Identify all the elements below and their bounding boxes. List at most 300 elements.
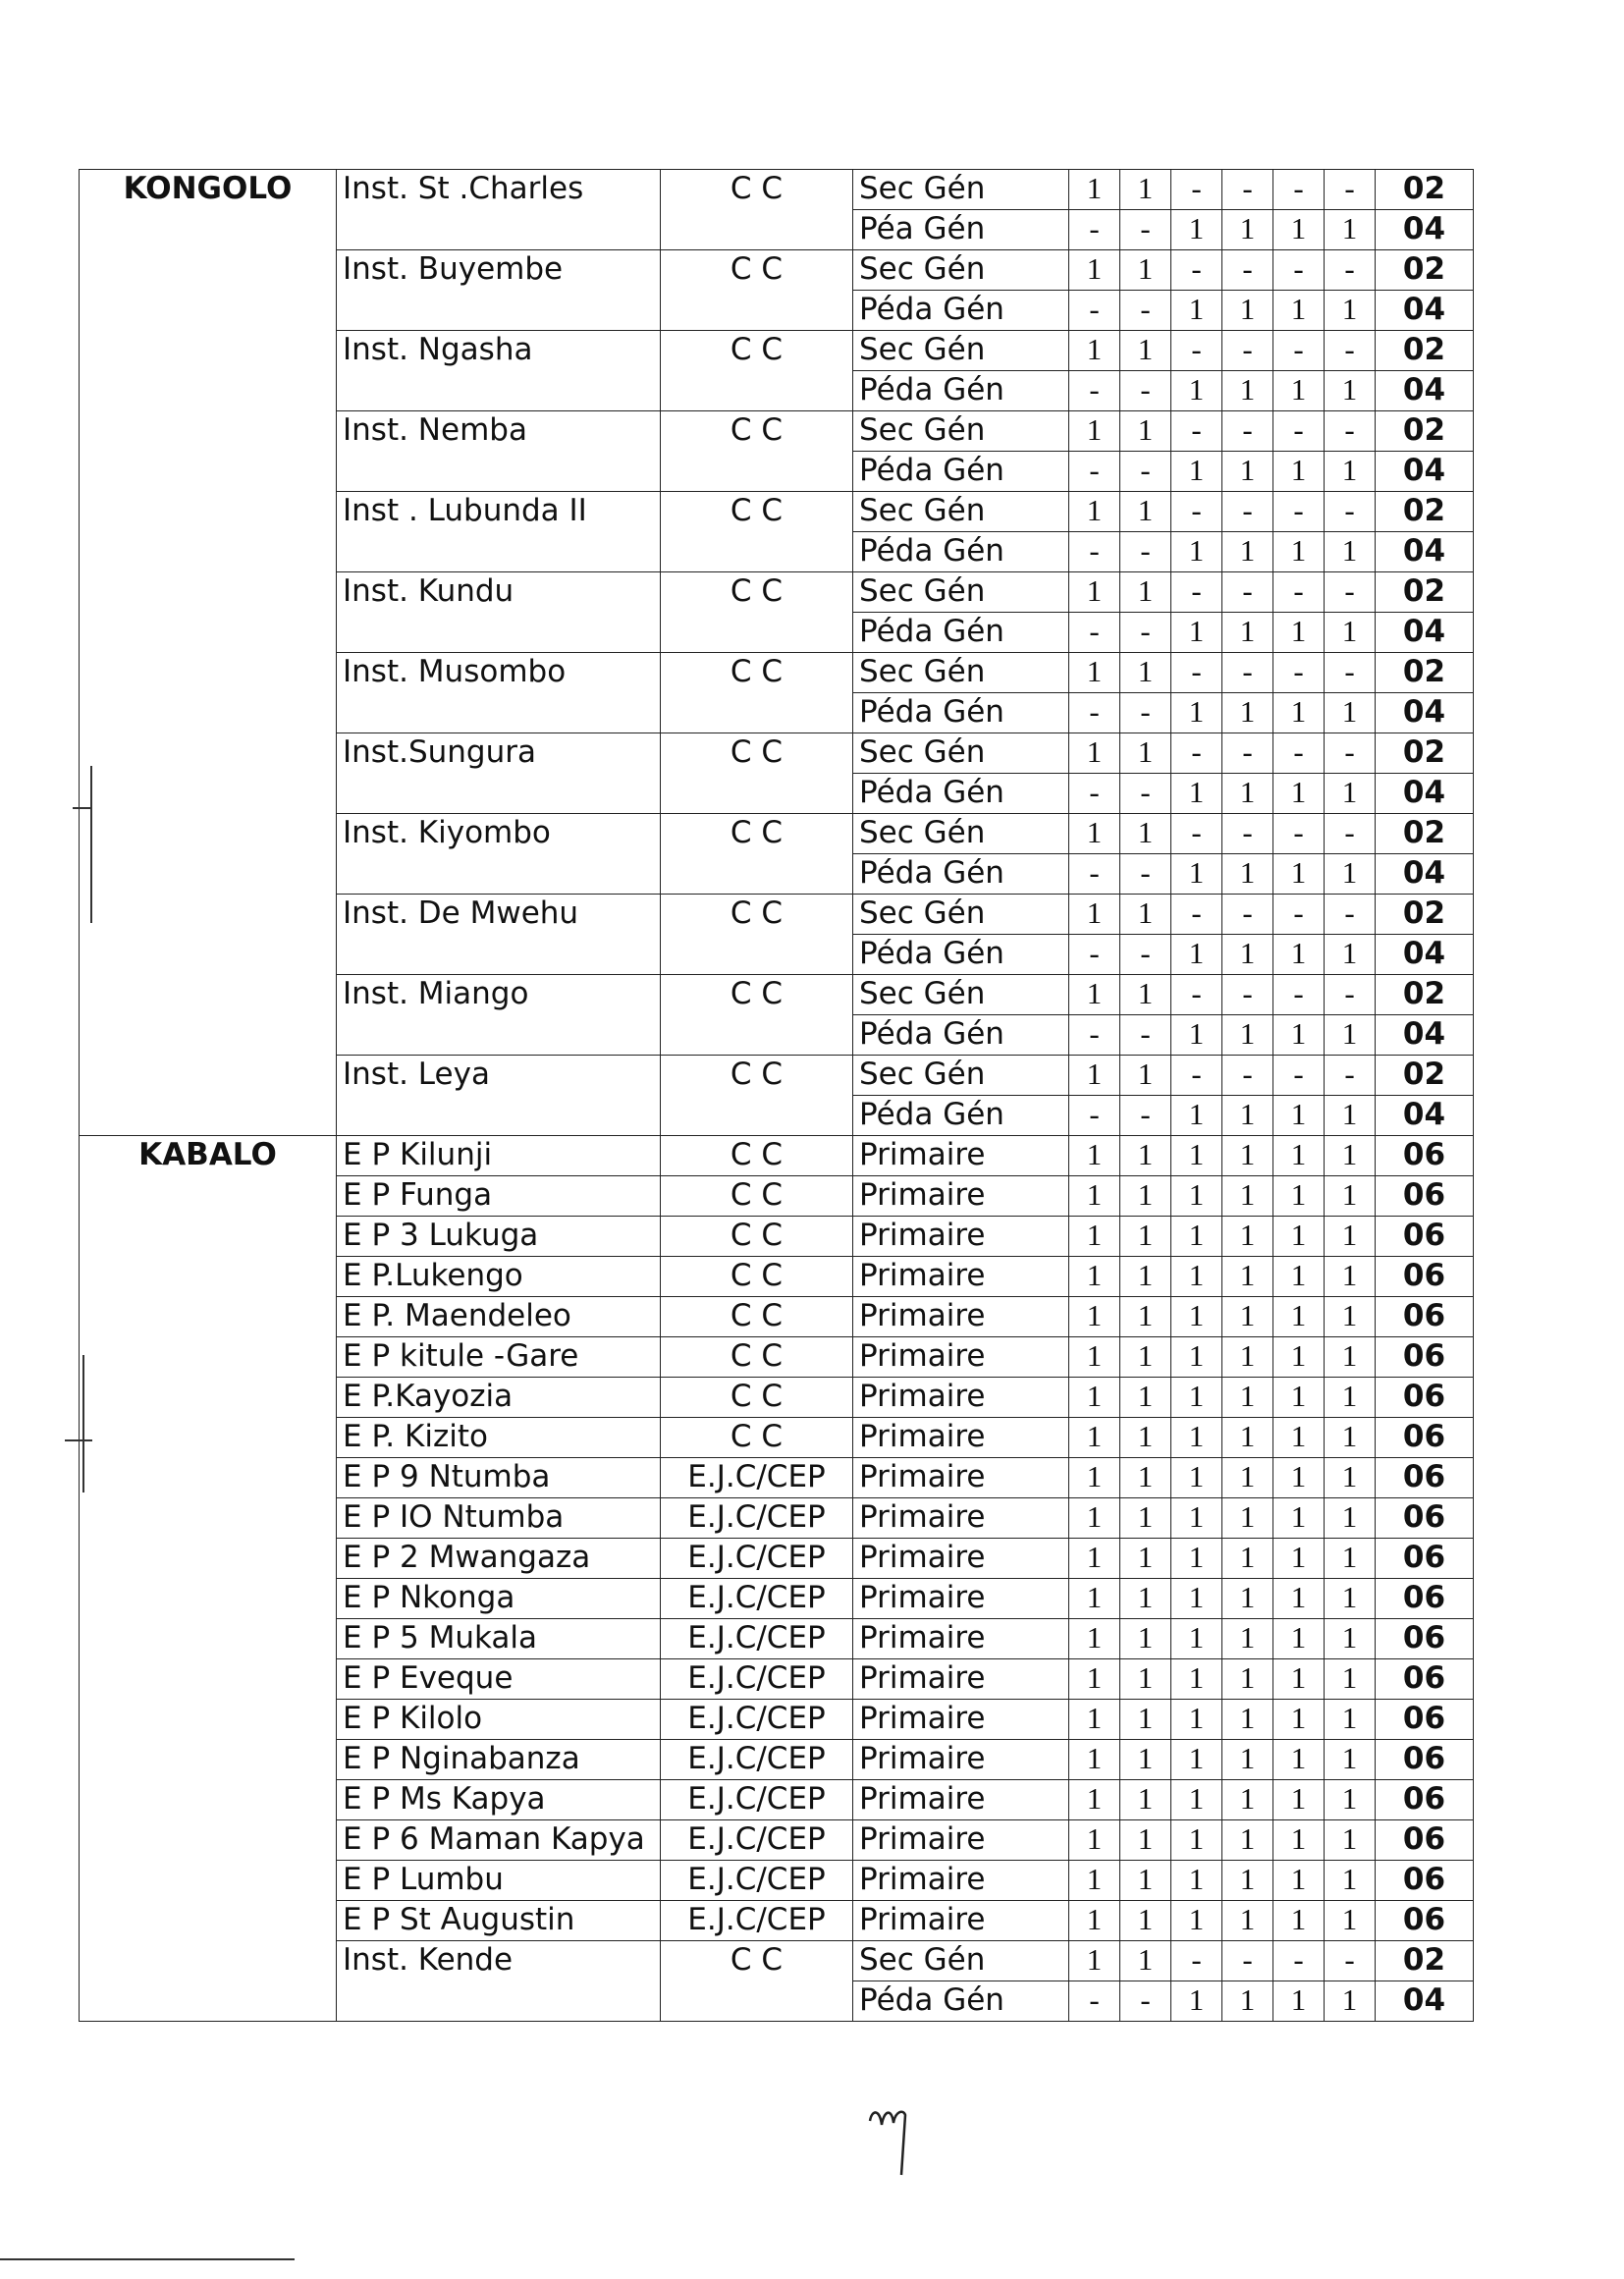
regime: E.J.C/CEP <box>661 1539 853 1579</box>
count-cell: 1 <box>1273 1337 1325 1378</box>
total-cell: 06 <box>1376 1901 1474 1941</box>
count-cell: 1 <box>1120 1659 1171 1700</box>
count-cell: 1 <box>1222 371 1273 411</box>
count-cell: 1 <box>1171 1458 1222 1498</box>
regime: C C <box>661 1378 853 1418</box>
total-cell: 06 <box>1376 1378 1474 1418</box>
count-cell: 1 <box>1222 935 1273 975</box>
regime: C C <box>661 1297 853 1337</box>
count-cell: 1 <box>1273 452 1325 492</box>
section-name: Sec Gén <box>853 1056 1069 1096</box>
total-cell: 06 <box>1376 1539 1474 1579</box>
total-cell: 06 <box>1376 1780 1474 1820</box>
count-cell: 1 <box>1325 854 1376 895</box>
count-cell: 1 <box>1325 1297 1376 1337</box>
count-cell: 1 <box>1325 1176 1376 1217</box>
total-cell: 04 <box>1376 774 1474 814</box>
count-cell: 1 <box>1069 1176 1120 1217</box>
section-name: Sec Gén <box>853 814 1069 854</box>
school-name: E P Kilunji <box>337 1136 661 1176</box>
count-cell: 1 <box>1171 1861 1222 1901</box>
count-cell: 1 <box>1069 1498 1120 1539</box>
count-cell: 1 <box>1069 653 1120 693</box>
school-name: E P 2 Mwangaza <box>337 1539 661 1579</box>
count-cell: 1 <box>1273 1539 1325 1579</box>
section-name: Péda Gén <box>853 1015 1069 1056</box>
count-cell: 1 <box>1325 693 1376 733</box>
count-cell: 1 <box>1120 1337 1171 1378</box>
count-cell: 1 <box>1325 1096 1376 1136</box>
count-cell: - <box>1222 331 1273 371</box>
count-cell: 1 <box>1222 1257 1273 1297</box>
count-cell: 1 <box>1325 1378 1376 1418</box>
regime: E.J.C/CEP <box>661 1700 853 1740</box>
count-cell: 1 <box>1120 1378 1171 1418</box>
regime: C C <box>661 733 853 814</box>
count-cell: - <box>1171 733 1222 774</box>
section-name: Primaire <box>853 1539 1069 1579</box>
count-cell: 1 <box>1069 1458 1120 1498</box>
regime: E.J.C/CEP <box>661 1820 853 1861</box>
section-name: Primaire <box>853 1297 1069 1337</box>
count-cell: - <box>1222 733 1273 774</box>
count-cell: - <box>1069 693 1120 733</box>
count-cell: - <box>1222 895 1273 935</box>
count-cell: - <box>1069 371 1120 411</box>
count-cell: 1 <box>1273 1579 1325 1619</box>
count-cell: - <box>1120 774 1171 814</box>
count-cell: - <box>1325 1056 1376 1096</box>
count-cell: - <box>1273 733 1325 774</box>
count-cell: 1 <box>1120 1820 1171 1861</box>
school-name: E P Ms Kapya <box>337 1780 661 1820</box>
total-cell: 04 <box>1376 1096 1474 1136</box>
school-name: E P kitule -Gare <box>337 1337 661 1378</box>
count-cell: 1 <box>1222 1901 1273 1941</box>
count-cell: 1 <box>1222 1096 1273 1136</box>
count-cell: - <box>1325 975 1376 1015</box>
count-cell: 1 <box>1069 1579 1120 1619</box>
count-cell: 1 <box>1171 1378 1222 1418</box>
count-cell: 1 <box>1120 1941 1171 1981</box>
section-name: Primaire <box>853 1458 1069 1498</box>
regime: C C <box>661 975 853 1056</box>
total-cell: 06 <box>1376 1337 1474 1378</box>
count-cell: 1 <box>1222 1136 1273 1176</box>
regime: C C <box>661 1056 853 1136</box>
regime: C C <box>661 170 853 250</box>
count-cell: 1 <box>1273 1458 1325 1498</box>
total-cell: 06 <box>1376 1257 1474 1297</box>
section-name: Primaire <box>853 1418 1069 1458</box>
count-cell: - <box>1325 572 1376 613</box>
school-name: E P Nkonga <box>337 1579 661 1619</box>
total-cell: 06 <box>1376 1700 1474 1740</box>
school-name: Inst. Kundu <box>337 572 661 653</box>
count-cell: 1 <box>1069 1418 1120 1458</box>
count-cell: 1 <box>1069 1378 1120 1418</box>
count-cell: 1 <box>1273 1780 1325 1820</box>
count-cell: 1 <box>1171 1981 1222 2022</box>
total-cell: 06 <box>1376 1176 1474 1217</box>
regime: C C <box>661 814 853 895</box>
count-cell: - <box>1222 975 1273 1015</box>
total-cell: 02 <box>1376 975 1474 1015</box>
count-cell: 1 <box>1120 1861 1171 1901</box>
section-name: Péda Gén <box>853 371 1069 411</box>
count-cell: 1 <box>1325 1498 1376 1539</box>
count-cell: 1 <box>1120 1619 1171 1659</box>
count-cell: - <box>1069 1096 1120 1136</box>
total-cell: 02 <box>1376 331 1474 371</box>
count-cell: 1 <box>1273 1217 1325 1257</box>
count-cell: 1 <box>1120 331 1171 371</box>
count-cell: 1 <box>1325 1418 1376 1458</box>
total-cell: 06 <box>1376 1659 1474 1700</box>
count-cell: 1 <box>1325 1780 1376 1820</box>
section-name: Primaire <box>853 1257 1069 1297</box>
section-name: Péda Gén <box>853 935 1069 975</box>
count-cell: 1 <box>1325 371 1376 411</box>
count-cell: 1 <box>1273 935 1325 975</box>
school-name: Inst.Sungura <box>337 733 661 814</box>
school-name: E P Funga <box>337 1176 661 1217</box>
count-cell: - <box>1120 371 1171 411</box>
count-cell: 1 <box>1325 452 1376 492</box>
count-cell: - <box>1120 1015 1171 1056</box>
total-cell: 04 <box>1376 210 1474 250</box>
total-cell: 02 <box>1376 492 1474 532</box>
count-cell: - <box>1120 935 1171 975</box>
count-cell: - <box>1171 250 1222 291</box>
count-cell: 1 <box>1273 1257 1325 1297</box>
count-cell: 1 <box>1120 411 1171 452</box>
count-cell: - <box>1069 532 1120 572</box>
count-cell: 1 <box>1325 1458 1376 1498</box>
total-cell: 06 <box>1376 1619 1474 1659</box>
regime: E.J.C/CEP <box>661 1458 853 1498</box>
section-name: Péda Gén <box>853 693 1069 733</box>
regime: C C <box>661 1941 853 2022</box>
count-cell: - <box>1120 1096 1171 1136</box>
section-name: Primaire <box>853 1498 1069 1539</box>
section-name: Primaire <box>853 1901 1069 1941</box>
section-name: Sec Gén <box>853 492 1069 532</box>
count-cell: 1 <box>1171 1901 1222 1941</box>
section-name: Primaire <box>853 1378 1069 1418</box>
total-cell: 04 <box>1376 371 1474 411</box>
count-cell: 1 <box>1120 1176 1171 1217</box>
count-cell: 1 <box>1171 532 1222 572</box>
count-cell: 1 <box>1120 1418 1171 1458</box>
count-cell: 1 <box>1171 935 1222 975</box>
section-name: Sec Gén <box>853 170 1069 210</box>
count-cell: 1 <box>1069 1217 1120 1257</box>
regime: E.J.C/CEP <box>661 1861 853 1901</box>
count-cell: - <box>1222 170 1273 210</box>
count-cell: 1 <box>1222 1861 1273 1901</box>
count-cell: - <box>1222 1941 1273 1981</box>
count-cell: 1 <box>1222 854 1273 895</box>
count-cell: - <box>1273 331 1325 371</box>
section-name: Sec Gén <box>853 1941 1069 1981</box>
count-cell: 1 <box>1120 1579 1171 1619</box>
section-name: Primaire <box>853 1136 1069 1176</box>
count-cell: 1 <box>1069 572 1120 613</box>
count-cell: 1 <box>1222 1981 1273 2022</box>
count-cell: - <box>1069 1015 1120 1056</box>
count-cell: 1 <box>1069 1659 1120 1700</box>
count-cell: 1 <box>1120 1136 1171 1176</box>
count-cell: 1 <box>1222 1619 1273 1659</box>
count-cell: 1 <box>1120 1257 1171 1297</box>
count-cell: 1 <box>1273 1297 1325 1337</box>
count-cell: 1 <box>1120 492 1171 532</box>
section-name: Primaire <box>853 1659 1069 1700</box>
count-cell: 1 <box>1273 1820 1325 1861</box>
count-cell: - <box>1069 774 1120 814</box>
regime: C C <box>661 250 853 331</box>
count-cell: - <box>1171 653 1222 693</box>
count-cell: 1 <box>1273 291 1325 331</box>
school-name: Inst. Buyembe <box>337 250 661 331</box>
count-cell: 1 <box>1069 1740 1120 1780</box>
count-cell: - <box>1222 1056 1273 1096</box>
count-cell: - <box>1171 572 1222 613</box>
total-cell: 02 <box>1376 411 1474 452</box>
count-cell: 1 <box>1171 1136 1222 1176</box>
count-cell: 1 <box>1325 1901 1376 1941</box>
total-cell: 04 <box>1376 935 1474 975</box>
count-cell: 1 <box>1069 1820 1120 1861</box>
count-cell: 1 <box>1171 1176 1222 1217</box>
count-cell: 1 <box>1273 613 1325 653</box>
total-cell: 04 <box>1376 613 1474 653</box>
count-cell: - <box>1171 814 1222 854</box>
regime: C C <box>661 1418 853 1458</box>
total-cell: 04 <box>1376 1981 1474 2022</box>
total-cell: 06 <box>1376 1498 1474 1539</box>
count-cell: - <box>1325 653 1376 693</box>
count-cell: - <box>1171 895 1222 935</box>
total-cell: 06 <box>1376 1820 1474 1861</box>
count-cell: 1 <box>1171 371 1222 411</box>
count-cell: - <box>1120 613 1171 653</box>
count-cell: 1 <box>1171 291 1222 331</box>
total-cell: 04 <box>1376 452 1474 492</box>
count-cell: 1 <box>1222 774 1273 814</box>
count-cell: 1 <box>1325 935 1376 975</box>
count-cell: 1 <box>1120 1700 1171 1740</box>
count-cell: 1 <box>1273 1176 1325 1217</box>
count-cell: 1 <box>1120 1297 1171 1337</box>
table-row <box>80 170 1474 210</box>
total-cell: 04 <box>1376 291 1474 331</box>
regime: E.J.C/CEP <box>661 1619 853 1659</box>
count-cell: 1 <box>1120 653 1171 693</box>
count-cell: 1 <box>1222 1015 1273 1056</box>
regime: E.J.C/CEP <box>661 1498 853 1539</box>
count-cell: 1 <box>1273 1096 1325 1136</box>
section-name: Primaire <box>853 1780 1069 1820</box>
school-name: E P 9 Ntumba <box>337 1458 661 1498</box>
count-cell: 1 <box>1325 1619 1376 1659</box>
total-cell: 06 <box>1376 1136 1474 1176</box>
count-cell: 1 <box>1273 1901 1325 1941</box>
count-cell: - <box>1171 411 1222 452</box>
regime: E.J.C/CEP <box>661 1579 853 1619</box>
count-cell: 1 <box>1069 1861 1120 1901</box>
count-cell: - <box>1120 532 1171 572</box>
school-name: E P 3 Lukuga <box>337 1217 661 1257</box>
count-cell: - <box>1222 411 1273 452</box>
school-name: E P.Kayozia <box>337 1378 661 1418</box>
count-cell: 1 <box>1120 733 1171 774</box>
count-cell: - <box>1222 492 1273 532</box>
count-cell: 1 <box>1069 1780 1120 1820</box>
count-cell: - <box>1222 814 1273 854</box>
count-cell: 1 <box>1069 975 1120 1015</box>
count-cell: 1 <box>1120 1458 1171 1498</box>
total-cell: 04 <box>1376 532 1474 572</box>
count-cell: - <box>1171 331 1222 371</box>
count-cell: 1 <box>1171 210 1222 250</box>
count-cell: 1 <box>1069 1257 1120 1297</box>
count-cell: 1 <box>1273 1981 1325 2022</box>
section-name: Péda Gén <box>853 1981 1069 2022</box>
school-name: E P Eveque <box>337 1659 661 1700</box>
district-name: KABALO <box>80 1136 337 2022</box>
count-cell: 1 <box>1120 1498 1171 1539</box>
margin-tick <box>73 807 92 809</box>
count-cell: 1 <box>1171 1780 1222 1820</box>
count-cell: 1 <box>1273 1659 1325 1700</box>
section-name: Péda Gén <box>853 613 1069 653</box>
count-cell: 1 <box>1325 1700 1376 1740</box>
section-name: Primaire <box>853 1579 1069 1619</box>
count-cell: 1 <box>1325 1659 1376 1700</box>
school-name: Inst. St .Charles <box>337 170 661 250</box>
schools-table <box>79 169 1474 2022</box>
count-cell: 1 <box>1120 1539 1171 1579</box>
count-cell: 1 <box>1325 1217 1376 1257</box>
total-cell: 04 <box>1376 1015 1474 1056</box>
count-cell: 1 <box>1171 1418 1222 1458</box>
count-cell: 1 <box>1171 1337 1222 1378</box>
count-cell: - <box>1325 814 1376 854</box>
school-name: E P. Maendeleo <box>337 1297 661 1337</box>
section-name: Péda Gén <box>853 1096 1069 1136</box>
count-cell: 1 <box>1325 774 1376 814</box>
count-cell: 1 <box>1069 1056 1120 1096</box>
count-cell: 1 <box>1222 532 1273 572</box>
section-name: Primaire <box>853 1337 1069 1378</box>
school-name: Inst. Musombo <box>337 653 661 733</box>
count-cell: 1 <box>1222 210 1273 250</box>
regime: E.J.C/CEP <box>661 1659 853 1700</box>
count-cell: 1 <box>1325 1820 1376 1861</box>
section-name: Sec Gén <box>853 895 1069 935</box>
count-cell: - <box>1171 1941 1222 1981</box>
section-name: Sec Gén <box>853 250 1069 291</box>
count-cell: 1 <box>1222 291 1273 331</box>
count-cell: 1 <box>1069 1700 1120 1740</box>
count-cell: 1 <box>1273 1418 1325 1458</box>
count-cell: 1 <box>1273 1700 1325 1740</box>
total-cell: 02 <box>1376 895 1474 935</box>
count-cell: 1 <box>1171 1257 1222 1297</box>
count-cell: - <box>1273 170 1325 210</box>
count-cell: 1 <box>1273 1498 1325 1539</box>
count-cell: 1 <box>1273 371 1325 411</box>
school-name: E P 6 Maman Kapya <box>337 1820 661 1861</box>
count-cell: 1 <box>1120 250 1171 291</box>
section-name: Primaire <box>853 1740 1069 1780</box>
count-cell: 1 <box>1069 250 1120 291</box>
section-name: Sec Gén <box>853 733 1069 774</box>
count-cell: 1 <box>1273 1015 1325 1056</box>
count-cell: 1 <box>1222 1217 1273 1257</box>
school-name: Inst. Kende <box>337 1941 661 2022</box>
count-cell: - <box>1120 693 1171 733</box>
count-cell: 1 <box>1273 1378 1325 1418</box>
total-cell: 06 <box>1376 1740 1474 1780</box>
school-name: E P.Lukengo <box>337 1257 661 1297</box>
count-cell: 1 <box>1273 774 1325 814</box>
total-cell: 06 <box>1376 1217 1474 1257</box>
count-cell: 1 <box>1171 1217 1222 1257</box>
count-cell: 1 <box>1069 492 1120 532</box>
count-cell: 1 <box>1222 452 1273 492</box>
count-cell: 1 <box>1171 1539 1222 1579</box>
section-name: Primaire <box>853 1820 1069 1861</box>
count-cell: 1 <box>1171 1820 1222 1861</box>
section-name: Sec Gén <box>853 975 1069 1015</box>
section-name: Sec Gén <box>853 411 1069 452</box>
total-cell: 02 <box>1376 653 1474 693</box>
count-cell: - <box>1069 210 1120 250</box>
total-cell: 04 <box>1376 693 1474 733</box>
section-name: Sec Gén <box>853 653 1069 693</box>
count-cell: 1 <box>1273 1740 1325 1780</box>
total-cell: 02 <box>1376 170 1474 210</box>
count-cell: - <box>1069 452 1120 492</box>
count-cell: - <box>1325 250 1376 291</box>
count-cell: - <box>1273 250 1325 291</box>
count-cell: 1 <box>1069 814 1120 854</box>
count-cell: 1 <box>1325 532 1376 572</box>
count-cell: - <box>1120 854 1171 895</box>
count-cell: 1 <box>1325 1337 1376 1378</box>
district-name: KONGOLO <box>80 170 337 1136</box>
count-cell: - <box>1273 1941 1325 1981</box>
school-name: Inst. Nemba <box>337 411 661 492</box>
count-cell: 1 <box>1120 1901 1171 1941</box>
count-cell: 1 <box>1273 210 1325 250</box>
regime: C C <box>661 492 853 572</box>
count-cell: - <box>1069 935 1120 975</box>
count-cell: 1 <box>1069 1619 1120 1659</box>
total-cell: 02 <box>1376 1941 1474 1981</box>
count-cell: 1 <box>1171 1498 1222 1539</box>
section-name: Péda Gén <box>853 854 1069 895</box>
count-cell: 1 <box>1171 1297 1222 1337</box>
count-cell: 1 <box>1120 814 1171 854</box>
count-cell: 1 <box>1171 1619 1222 1659</box>
section-name: Primaire <box>853 1217 1069 1257</box>
count-cell: 1 <box>1325 1539 1376 1579</box>
count-cell: - <box>1325 1941 1376 1981</box>
